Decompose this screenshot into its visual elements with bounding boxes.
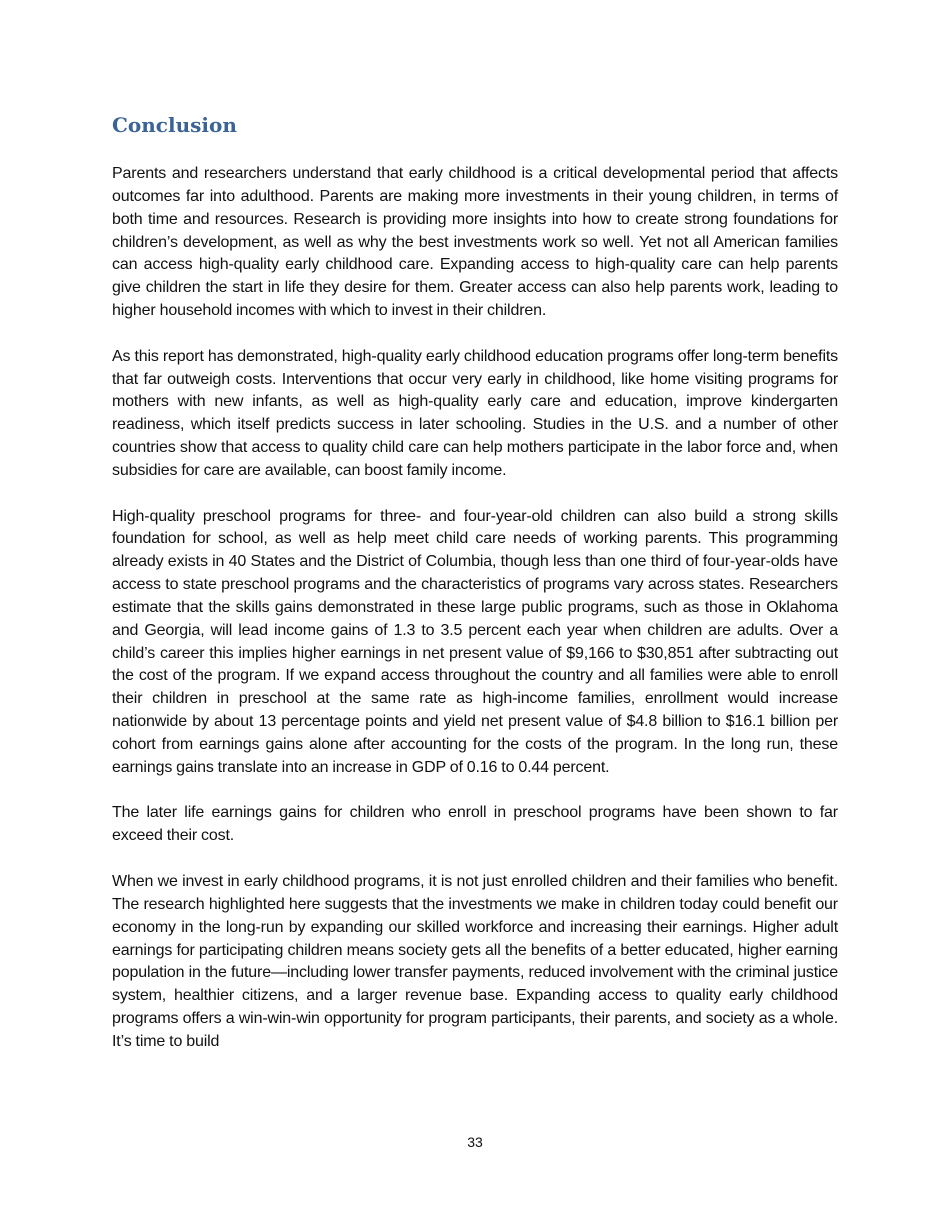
page-number: 33 — [467, 1134, 483, 1150]
paragraph-preschool: High-quality preschool programs for three- and four-year-old children can also build a strong skills foundation for school, as well as help meet child care needs of working parents. This programming already exists in 40 States and the District of Columbia, though less than one third of four-year-olds have access to state preschool programs and the characteristics of programs vary across states. Researchers estimate that the skills gains demonstrated in these large public programs, such as those in Oklahoma and Georgia, will lead income gains of 1.3 to 3.5 percent each year when children are adults. Over a child’s career this implies higher earnings in net present value of $9,166 to $30,851 after subtracting out the cost of the program. If we expand access throughout the country and all families were able to enroll their children in preschool at the same rate as high-income families, enrollment would increase nationwide by about 13 percentage points and yield net present value of $4.8 billion to $16.1 billion per cohort from earnings gains alone after accounting for the costs of the program. In the long run, these earnings gains translate into an increase in GDP of 0.16 to 0.44 percent. — [112, 507, 838, 776]
paragraph-earnings: The later life earnings gains for children who enroll in preschool programs have been shown to far exceed their cost. — [112, 804, 838, 845]
section-heading: Conclusion — [112, 113, 237, 137]
paragraph-society: When we invest in early childhood programs, it is not just enrolled children and their families who benefit. The research highlighted here suggests that the investments we make in children today could benefit our economy in the long-run by expanding our skilled workforce and increasing their earnings. Higher adult earnings for participating children means society gets all the benefits of a better educated, higher earning population in the future—including lower transfer payments, reduced involvement with the criminal justice system, healthier citizens, and a larger revenue base. Expanding access to quality early childhood programs offers a win-win-win opportunity for program participants, their parents, and society as a whole. It’s time to build — [112, 872, 838, 1050]
body-text — [112, 163, 838, 1077]
paragraph-benefits: As this report has demonstrated, high-quality early childhood education programs offer long-term benefits that far outweigh costs. Interventions that occur very early in childhood, like home visiting programs for mothers with new infants, as well as high-quality early care and education, improve kindergarten readiness, which itself predicts success in later schooling. Studies in the U.S. and a number of other countries show that access to quality child care can help mothers participate in the labor force and, when subsidies for care are available, can boost family income. — [112, 347, 838, 479]
paragraph-intro: Parents and researchers understand that early childhood is a critical developmental period that affects outcomes far into adulthood. Parents are making more investments in their young children, in terms of both time and resources. Research is providing more insights into how to create strong foundations for children’s development, as well as why the best investments work so well. Yet not all American families can access high-quality early childhood care. Expanding access to high-quality care can help parents give children the start in life they desire for them. Greater access can also help parents work, leading to higher household incomes with which to invest in their children. — [112, 165, 838, 320]
